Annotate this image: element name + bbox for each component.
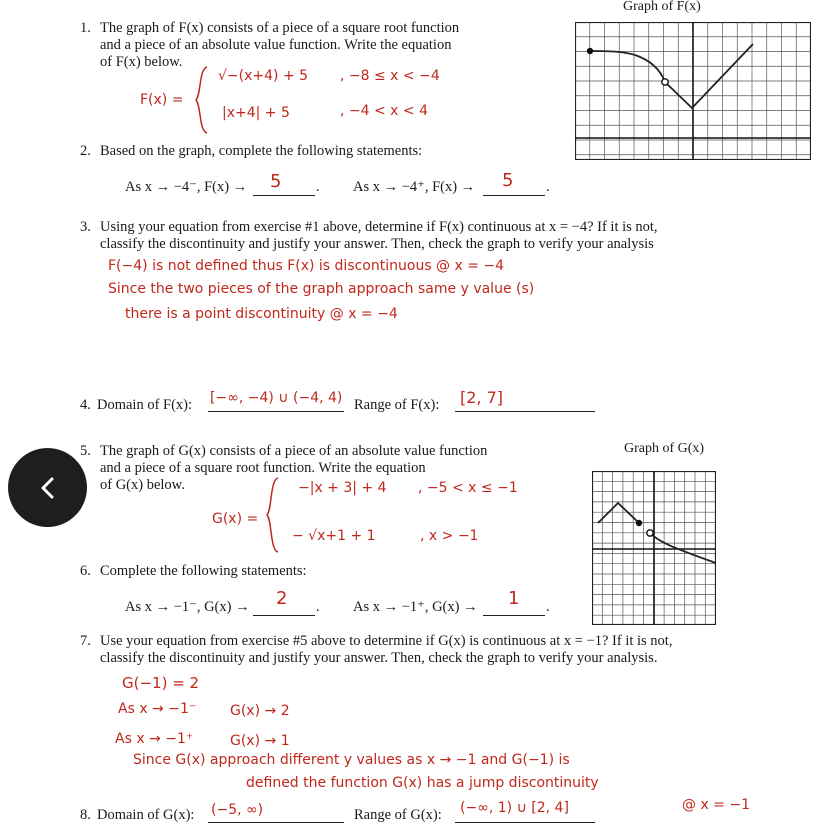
q6-statement2: As x → −1⁺, G(x) →: [353, 599, 478, 615]
q7-answer-line3a: As x → −1⁺: [115, 731, 194, 747]
q2-statement1: As x → −4⁻, F(x) →: [125, 179, 248, 195]
q5-text-line2: and a piece of a square root function. Write the equation: [100, 460, 426, 476]
q2-period1: .: [316, 179, 320, 195]
graph-f-closed-point: [587, 48, 593, 54]
q5-text-line1: The graph of G(x) consists of a piece of an absolute value function: [100, 443, 488, 459]
q7-number: 7.: [80, 633, 91, 649]
q5-answer-cond2: , x > −1: [420, 528, 479, 544]
q2-answer1: 5: [270, 171, 282, 192]
q1-answer-lhs: F(x) =: [140, 92, 184, 108]
q6-answer2: 1: [508, 588, 520, 609]
q4-domain-answer: [−∞, −4) ∪ (−4, 4): [210, 390, 343, 406]
q2-answer2-blank: [483, 178, 545, 196]
q3-answer-line1: F(−4) is not defined thus F(x) is discontinuous @ x = −4: [108, 258, 505, 274]
q1-text-line3: of F(x) below.: [100, 54, 183, 70]
q7-answer-line3b: G(x) → 1: [230, 733, 290, 749]
q8-range-answer: (−∞, 1) ∪ [2, 4]: [460, 800, 569, 816]
q4-range-answer: [2, 7]: [460, 388, 504, 407]
q7-answer-line1: G(−1) = 2: [122, 674, 200, 692]
q6-answer1: 2: [276, 588, 288, 609]
q2-answer1-blank: [253, 178, 315, 196]
q4-range-label: Range of F(x):: [354, 397, 440, 413]
q1-answer-cond2: , −4 < x < 4: [340, 103, 428, 119]
q7-answer-line6: @ x = −1: [682, 797, 751, 813]
chevron-left-icon: [34, 474, 62, 502]
graph-g-closed-point: [636, 520, 642, 526]
q2-answer2: 5: [502, 170, 514, 191]
q7-answer-line2b: G(x) → 2: [230, 703, 290, 719]
q2-period2: .: [546, 179, 550, 195]
q5-brace: [264, 476, 282, 554]
q1-answer-cond1: , −8 ≤ x < −4: [340, 68, 440, 84]
q2-text: Based on the graph, complete the following statements:: [100, 143, 423, 159]
q4-domain-label: Domain of F(x):: [97, 397, 193, 413]
q2-statement2: As x → −4⁺, F(x) →: [353, 179, 476, 195]
q7-answer-line5: defined the function G(x) has a jump discontinuity: [246, 775, 599, 791]
q3-answer-line2: Since the two pieces of the graph approach same y value (s): [108, 281, 535, 297]
q5-answer-cond1: , −5 < x ≤ −1: [418, 480, 518, 496]
graph-g-sqrt-piece: [650, 533, 716, 563]
q6-period2: .: [546, 599, 550, 615]
q1-brace: [193, 65, 211, 135]
q8-range-label: Range of G(x):: [354, 807, 442, 823]
q4-number: 4.: [80, 397, 91, 413]
graph-f: [575, 22, 811, 160]
q1-text-line2: and a piece of an absolute value function. Write the equation: [100, 37, 452, 53]
q6-period1: .: [316, 599, 320, 615]
q1-text-line1: The graph of F(x) consists of a piece of a square root function: [100, 20, 460, 36]
q3-answer-line3: there is a point discontinuity @ x = −4: [125, 306, 398, 322]
q7-text-line2: classify the discontinuity and justify your answer. Then, check the graph to verify your analysis.: [100, 650, 658, 666]
q2-number: 2.: [80, 143, 91, 159]
graph-f-title: Graph of F(x): [623, 0, 701, 14]
q1-answer-piece1: √−(x+4) + 5: [218, 68, 309, 84]
q5-answer-piece2: − √x+1 + 1: [292, 528, 376, 544]
q6-text: Complete the following statements:: [100, 563, 307, 579]
graph-f-open-point: [662, 79, 668, 85]
q7-answer-line4: Since G(x) approach different y values as x → −1 and G(−1) is: [133, 752, 570, 768]
q1-number: 1.: [80, 20, 91, 36]
graph-g-open-point: [647, 530, 653, 536]
q6-number: 6.: [80, 563, 91, 579]
q3-number: 3.: [80, 219, 91, 235]
graph-g-abs-piece: [598, 503, 639, 523]
q1-answer-piece2: |x+4| + 5: [222, 105, 290, 121]
q5-number: 5.: [80, 443, 91, 459]
q5-answer-piece1: −|x + 3| + 4: [298, 480, 387, 496]
q7-answer-line2a: As x → −1⁻: [118, 701, 197, 717]
q5-text-line3: of G(x) below.: [100, 477, 185, 493]
back-button[interactable]: [8, 448, 87, 527]
q8-number: 8.: [80, 807, 91, 823]
q5-answer-lhs: G(x) =: [212, 511, 259, 527]
graph-g: [592, 471, 716, 625]
graph-g-title: Graph of G(x): [624, 441, 705, 456]
q7-text-line1: Use your equation from exercise #5 above to determine if G(x) is continuous at x = −1? If it is not,: [100, 633, 673, 649]
q6-statement1: As x → −1⁻, G(x) →: [125, 599, 250, 615]
q3-text-line1: Using your equation from exercise #1 above, determine if F(x) continuous at x = −4? If it is not,: [100, 219, 658, 235]
q3-text-line2: classify the discontinuity and justify your answer. Then, check the graph to verify your analysis: [100, 236, 654, 252]
q8-domain-label: Domain of G(x):: [97, 807, 195, 823]
q8-domain-answer: (−5, ∞): [211, 802, 264, 818]
